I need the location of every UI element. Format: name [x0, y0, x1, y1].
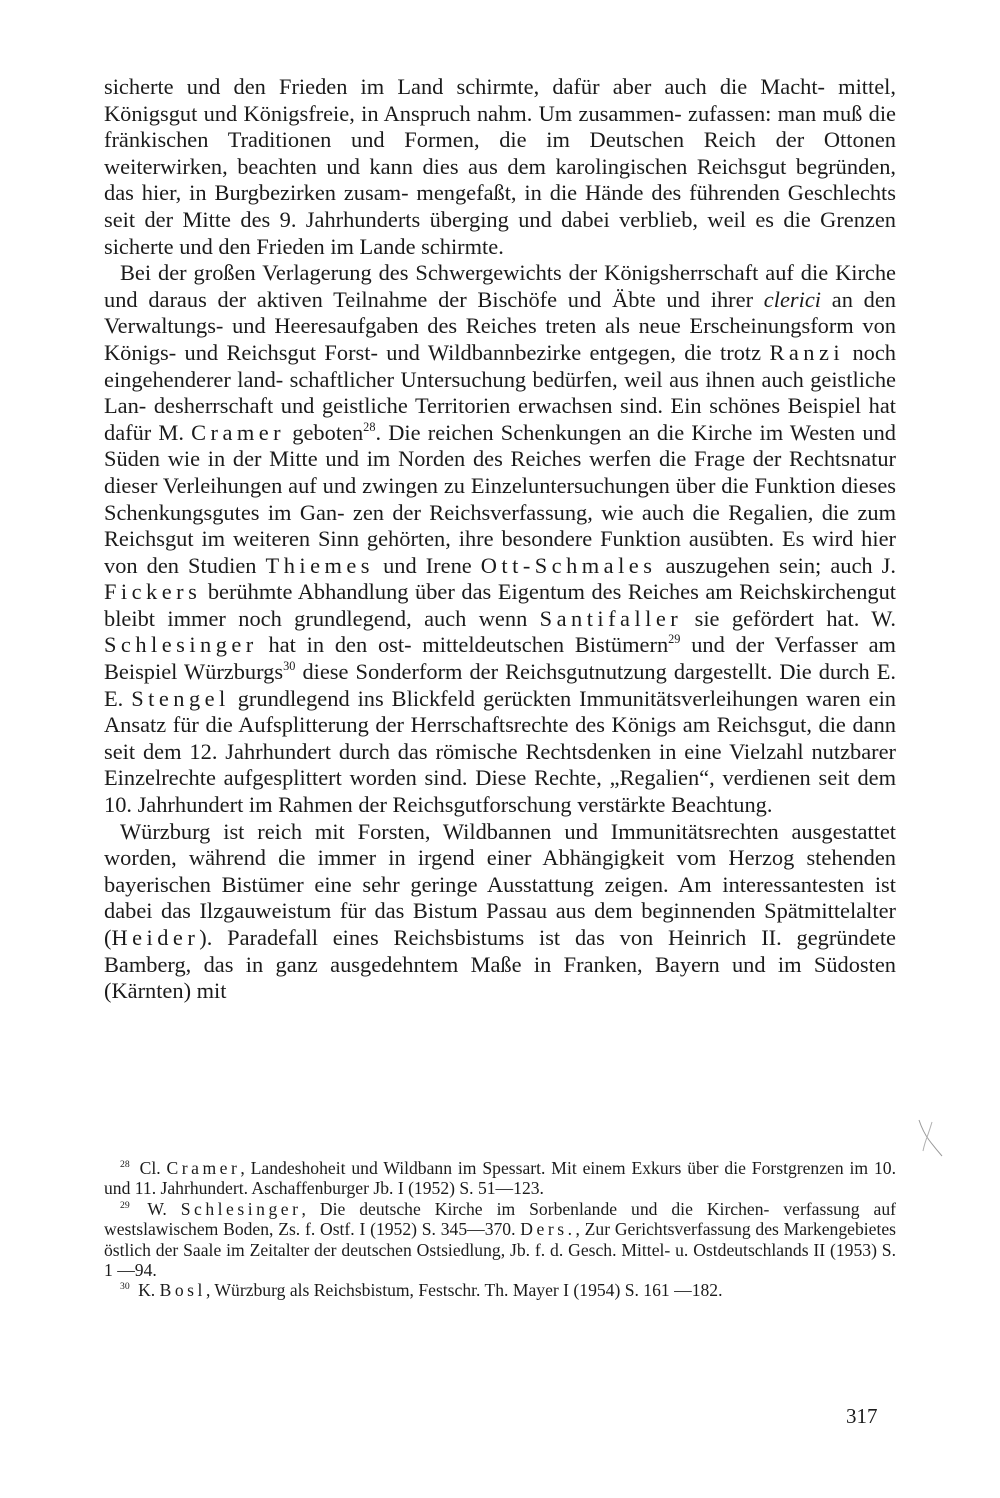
spaced-name: Bosl	[159, 1280, 206, 1301]
text-run: . Die reichen Schenkungen an die Kirche im Westen und Süden wie in der Mitte und im Norden des Reiches werfen die Frage der Rechtsnatur dieser Verleihungen auf und zwingen zu Einzeluntersuchungen über die Funktion dieses Schenkungsgutes im Gan- zen der Reichsverfassung, wie auch die Regalien, die zum Reichsgut im weiteren Sinn gehörten, ihre besondere Funktion ausübten. Es wird hier von den Studien	[104, 419, 896, 578]
spaced-name: Ranzi	[769, 339, 845, 365]
spaced-name: Heider	[111, 925, 200, 950]
footnote-28	[104, 1158, 896, 1199]
text-run: noch eingehenderer land- schaftlicher Untersuchung bedürfen, weil aus ihnen auch geistliche Lan- desherrschaft und geistliche Territorien erwachsen sind. Ein schönes Beispiel hat dafür M.	[104, 339, 896, 445]
text-run: sicherte und den Frieden im Land schirmte, dafür aber auch die Macht- mittel, Königsgut und Königsfreie, in Anspruch nahm. Um zusammen- zufassen: man muß die fränkischen Traditionen und Formen, die im Deutschen Reich der Ottonen weiterwirken, beachten und kann dies aus dem karolingischen Reichsgut begründen, das hier, in Burgbezirken zusam- mengefaßt, in die Hände des führenden Geschlechts seit der Mitte des 9. Jahrhunderts überging und dabei verblieb, weil es die Grenzen sicherte und den Frieden im Lande schirmte.	[104, 74, 896, 259]
footnote-number: 29	[120, 1199, 130, 1211]
text-run: Bei der großen Verlagerung des Schwergewichts der Königsherrschaft auf die Kirche und daraus der aktiven Teilnahme der Bischöfe und Äbte und ihrer	[104, 260, 896, 312]
text-run: und der Verfasser am Beispiel Würzburgs	[104, 632, 896, 685]
italic-term: clerici	[763, 286, 821, 312]
footnote-29	[104, 1199, 896, 1281]
text-run: , Die deutsche Kirche im Sorbenlande und die Kirchen- verfassung auf westslawischem Boden, Zs. f. Ostf. I (1952) S. 345—370.	[104, 1198, 896, 1240]
text-run: auszugehen sein; auch J.	[656, 552, 896, 578]
text-run: Würzburg ist reich mit Forsten, Wildbannen und Immunitätsrechten ausgestattet worden, während die immer in irgend einer Abhängigkeit vom Herzog stehenden bayerischen Bistümer eine sehr geringe Ausstattung zeigen. Am interessantesten ist dabei das Ilzgauweistum für das Bistum Passau aus dem beginnenden Spätmittelalter (	[104, 818, 896, 950]
spaced-name: Ott-Schmales	[480, 552, 657, 578]
spaced-name: Ders.	[520, 1219, 576, 1240]
text-run: an den Verwaltungs- und Heeresaufgaben des Reiches treten als neue Erscheinungsform von Königs- und Reichsgut Forst- und Wildbannbezirke entgegen, die trotz	[104, 286, 896, 365]
footnote-ref: 28	[363, 419, 376, 434]
spaced-name: Cramer	[166, 1158, 241, 1178]
text-run: Cl.	[139, 1158, 167, 1178]
text-run: hat in den ost- mitteldeutschen Bistümern	[257, 632, 669, 658]
text-run: , Landeshoheit und Wildbann im Spessart. Mit einem Exkurs über die Forstgrenzen im 10. und 11. Jahrhundert. Aschaffenburger Jb. I (1952) S. 51—123.	[104, 1158, 896, 1199]
footnote-ref: 30	[283, 658, 296, 673]
footnote-ref: 29	[668, 632, 681, 647]
text-run: und Irene	[374, 552, 481, 578]
text-run: geboten	[285, 419, 364, 445]
page-number: 317	[846, 1404, 878, 1428]
paragraph-1	[104, 74, 896, 260]
paragraph-3	[104, 819, 896, 1005]
text-run: sie gefördert hat. W.	[682, 605, 896, 631]
spaced-name: Stengel	[131, 685, 230, 711]
pencil-mark-icon	[915, 1118, 945, 1158]
spaced-name: Schlesinger	[180, 1198, 302, 1219]
text-run: diese Sonderform der Reichsgutnutzung dargestellt. Die durch E. E.	[104, 659, 896, 711]
spaced-name: Santifaller	[539, 605, 683, 631]
text-run: , Würzburg als Reichsbistum, Festschr. Th. Mayer I (1954) S. 161 —182.	[205, 1280, 723, 1301]
footnote-number: 30	[120, 1281, 130, 1293]
spaced-name: Fickers	[104, 579, 202, 605]
footnote-number: 28	[120, 1158, 130, 1170]
text-run: , Zur Gerichtsverfassung des Markengebietes östlich der Saale im Zeitalter der deutschen Ostsiedlung, Jb. f. d. Gesch. Mittel- u. Ostdeutschlands II (1953) S. 1 —94.	[104, 1219, 896, 1281]
text-run: W.	[147, 1198, 181, 1219]
text-run: ). Paradefall eines Reichsbistums ist das von Heinrich II. gegründete Bamberg, das in ganz ausgedehntem Maße in Franken, Bayern und im Südosten (Kärnten) mit	[104, 925, 896, 1004]
text-run: berühmte Abhandlung über das Eigentum des Reiches am Reichskirchengut bleibt immer noch grundlegend, auch wenn	[104, 579, 896, 631]
spaced-name: Thiemes	[265, 552, 374, 578]
spaced-name: Cramer	[191, 419, 286, 445]
text-run: grundlegend ins Blickfeld gerückten Immunitätsverleihungen waren ein Ansatz für die Aufsplitterung der Herrschaftsrechte des Königs am Reichsgut, die dann seit dem 12. Jahrhundert durch das römische Rechtsdenken in eine Vielzahl nutzbarer Einzelrechte aufgesplittert worden sind. Diese Rechte, „Regalien“, verdienen seit dem 10. Jahrhundert im Rahmen der Reichsgutforschung verstärkte Beachtung.	[104, 685, 896, 818]
footnote-30	[104, 1280, 896, 1300]
text-run: K.	[138, 1280, 160, 1301]
footnotes	[104, 1158, 896, 1301]
paragraph-2	[104, 260, 896, 818]
main-text	[104, 74, 896, 1005]
spaced-name: Schlesinger	[104, 632, 258, 658]
